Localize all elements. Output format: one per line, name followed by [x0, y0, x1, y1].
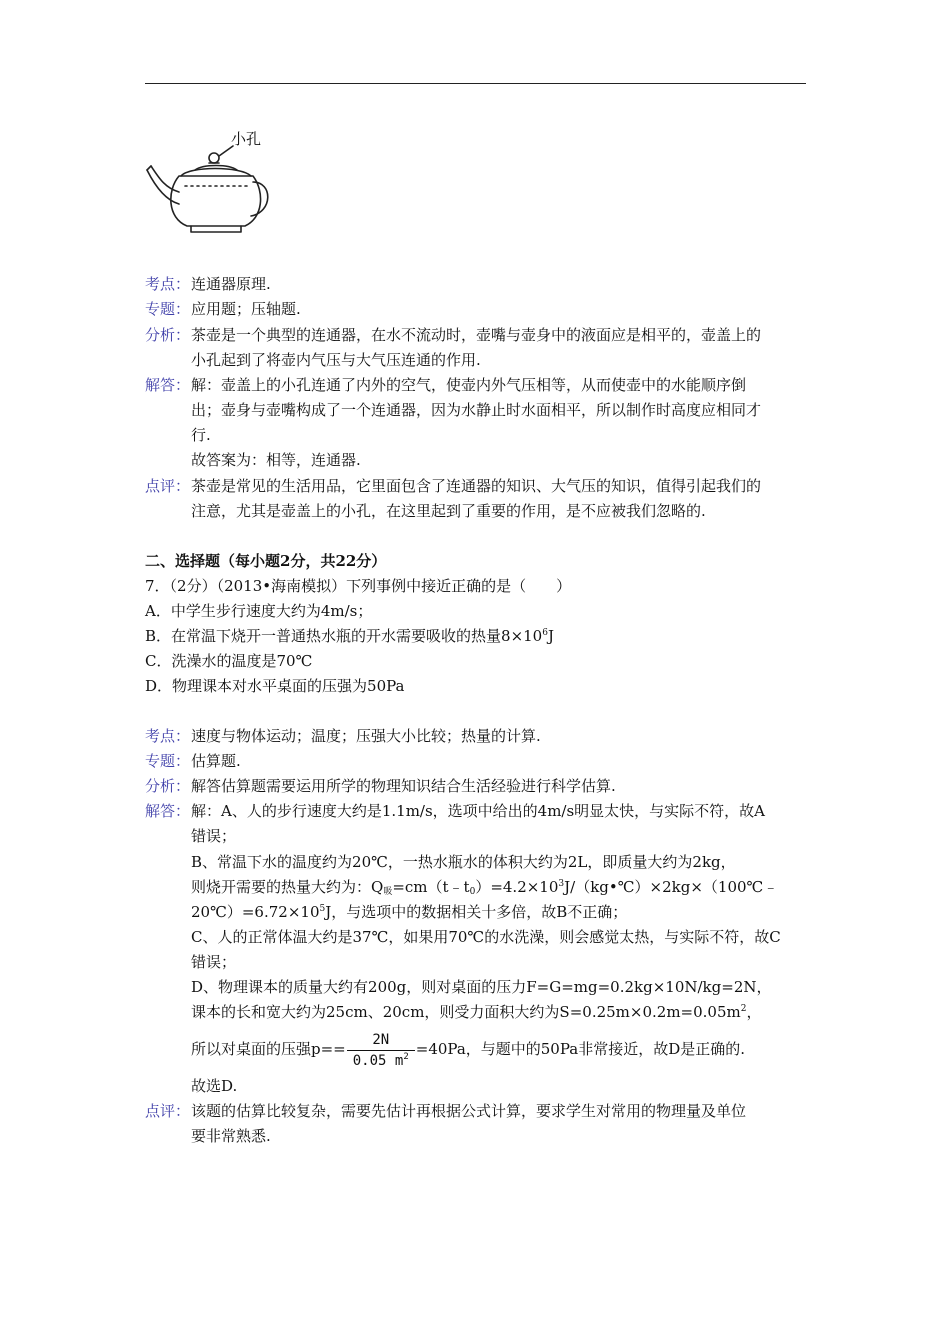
zhuanti-label: 专题：	[145, 752, 191, 770]
section-title: 二、选择题（每小题2分，共22分）	[145, 552, 387, 570]
q7-zhuanti-text: 估算题.	[191, 752, 241, 770]
q6-zhuanti-row	[145, 297, 825, 321]
q7-kaodian-row	[145, 724, 825, 748]
q7-stem: 7．（2分）（2013•海南模拟）下列事例中接近正确的是（ ）	[145, 577, 572, 595]
b2-text-post: J/（kg•℃）×2kg×（100℃﹣	[564, 878, 779, 896]
fraction-numerator: 2N	[347, 1030, 415, 1051]
q7-option-b-unit: J	[547, 627, 554, 645]
q7-answer: 故选D.	[191, 1077, 238, 1095]
q6-jieda-line-1: 解：壶盖上的小孔连通了内外的空气，使壶内外气压相等，从而使壶中的水能顺序倒	[191, 376, 747, 394]
q7-option-b	[145, 624, 825, 648]
q7-fenxi-row	[145, 774, 825, 798]
q7-option-b-text: B．在常温下烧开一普通热水瓶的开水需要吸收的热量8×10	[145, 627, 543, 645]
q7-dianping-row	[145, 1099, 825, 1123]
b3-text: 20℃）=6.72×10	[191, 903, 320, 921]
q7-jieda-a-line-1: 解：A、人的步行速度大约是1.1m/s，选项中给出的4m/s明显太快，与实际不符，故A	[191, 802, 766, 820]
teapot-figure	[145, 130, 275, 242]
d3-text: 所以对桌面的压强p==	[191, 1040, 346, 1058]
q7-dianping-line-2: 要非常熟悉.	[191, 1127, 271, 1145]
q7-jieda-b-line-2	[191, 875, 778, 899]
q6-fenxi-row	[145, 323, 825, 347]
fraction-denominator-text: 0.05 m	[352, 1052, 404, 1069]
hole-label: 小孔	[231, 130, 262, 148]
q7-option-b-exp: 6	[542, 628, 548, 638]
q6-dianping-line-1: 茶壶是常见的生活用品，它里面包含了连通器的知识、大气压的知识，值得引起我们的	[191, 477, 762, 495]
q7-dianping-line-1: 该题的估算比较复杂，需要先估计再根据公式计算，要求学生对常用的物理量及单位	[191, 1102, 747, 1120]
q6-jieda-line-2: 出；壶身与壶嘴构成了一个连通器，因为水静止时水面相平，所以制作时高度应相同才	[191, 401, 762, 419]
q7-jieda-d-line-3	[191, 1026, 745, 1072]
q7-jieda-a-line-2: 错误；	[191, 827, 237, 845]
header-rule	[145, 83, 806, 84]
d2-exp: 2	[740, 1004, 747, 1014]
q7-jieda-row	[145, 799, 825, 823]
d2-text-post: ，	[746, 1003, 762, 1021]
dianping-label: 点评：	[145, 1102, 191, 1120]
q7-kaodian-text: 速度与物体运动；温度；压强大小比较；热量的计算.	[191, 727, 541, 745]
q7-jieda-d-line-1: D、物理课本的质量大约有200g，则对桌面的压力F=G=mg=0.2kg×10N/kg=2N，	[191, 978, 772, 996]
q7-zhuanti-row	[145, 749, 825, 773]
q6-jieda-row	[145, 373, 825, 397]
b2-text-mid: =cm（t﹣t	[392, 878, 470, 896]
q6-answer: 故答案为：相等，连通器.	[191, 451, 361, 469]
b2-text-mid2: ）=4.2×10	[475, 878, 559, 896]
b2-sub-zero: 0	[469, 887, 476, 897]
b2-text: 则烧开需要的热量大约为：Q	[191, 878, 384, 896]
q7-option-a: A．中学生步行速度大约为4m/s；	[145, 602, 373, 620]
d3-text-post: =40Pa，与题中的50Pa非常接近，故D是正确的.	[415, 1040, 746, 1058]
q6-fenxi-line-1: 茶壶是一个典型的连通器，在水不流动时，壶嘴与壶身中的液面应是相平的，壶盖上的	[191, 326, 762, 344]
jieda-label: 解答：	[145, 802, 191, 820]
q7-jieda-c-line-1: C、人的正常体温大约是37℃，如果用70℃的水洗澡，则会感觉太热，与实际不符，故C	[191, 928, 781, 946]
b2-exp: 3	[558, 879, 565, 889]
q6-dianping-row	[145, 474, 825, 498]
d2-text: 课本的长和宽大约为25cm、20cm，则受力面积大约为S=0.25m×0.2m=0.05m	[191, 1003, 741, 1021]
q7-fenxi-text: 解答估算题需要运用所学的物理知识结合生活经验进行科学估算.	[191, 777, 616, 795]
q6-kaodian-text: 连通器原理.	[191, 275, 271, 293]
q7-jieda-b-line-3	[191, 900, 627, 924]
q7-option-c: C．洗澡水的温度是70℃	[145, 652, 313, 670]
pressure-fraction	[347, 1030, 415, 1071]
q7-jieda-b-line-1: B、常温下水的温度约为20℃，一热水瓶水的体积大约为2L，即质量大约为2kg，	[191, 853, 736, 871]
q6-fenxi-line-2: 小孔起到了将壶内气压与大气压连通的作用.	[191, 351, 481, 369]
zhuanti-label: 专题：	[145, 300, 191, 318]
q6-dianping-line-2: 注意，尤其是壶盖上的小孔，在这里起到了重要的作用，是不应被我们忽略的.	[191, 502, 706, 520]
q6-zhuanti-text: 应用题；压轴题.	[191, 300, 301, 318]
dianping-label: 点评：	[145, 477, 191, 495]
fraction-denominator	[347, 1051, 415, 1071]
b3-exp: 5	[319, 904, 326, 914]
q7-jieda-d-line-2	[191, 1000, 761, 1024]
kaodian-label: 考点：	[145, 727, 191, 745]
b3-text-post: J，与选项中的数据相关十多倍，故B不正确；	[325, 903, 628, 921]
q7-option-d: D．物理课本对水平桌面的压强为50Pa	[145, 677, 405, 695]
b2-sub-absorb: 吸	[383, 887, 393, 897]
kaodian-label: 考点：	[145, 275, 191, 293]
q6-kaodian-row	[145, 272, 825, 296]
jieda-label: 解答：	[145, 376, 191, 394]
q7-jieda-c-line-2: 错误；	[191, 953, 237, 971]
q6-jieda-line-3: 行.	[191, 426, 211, 444]
fenxi-label: 分析：	[145, 777, 191, 795]
fenxi-label: 分析：	[145, 326, 191, 344]
fraction-denominator-exp: 2	[403, 1051, 409, 1062]
